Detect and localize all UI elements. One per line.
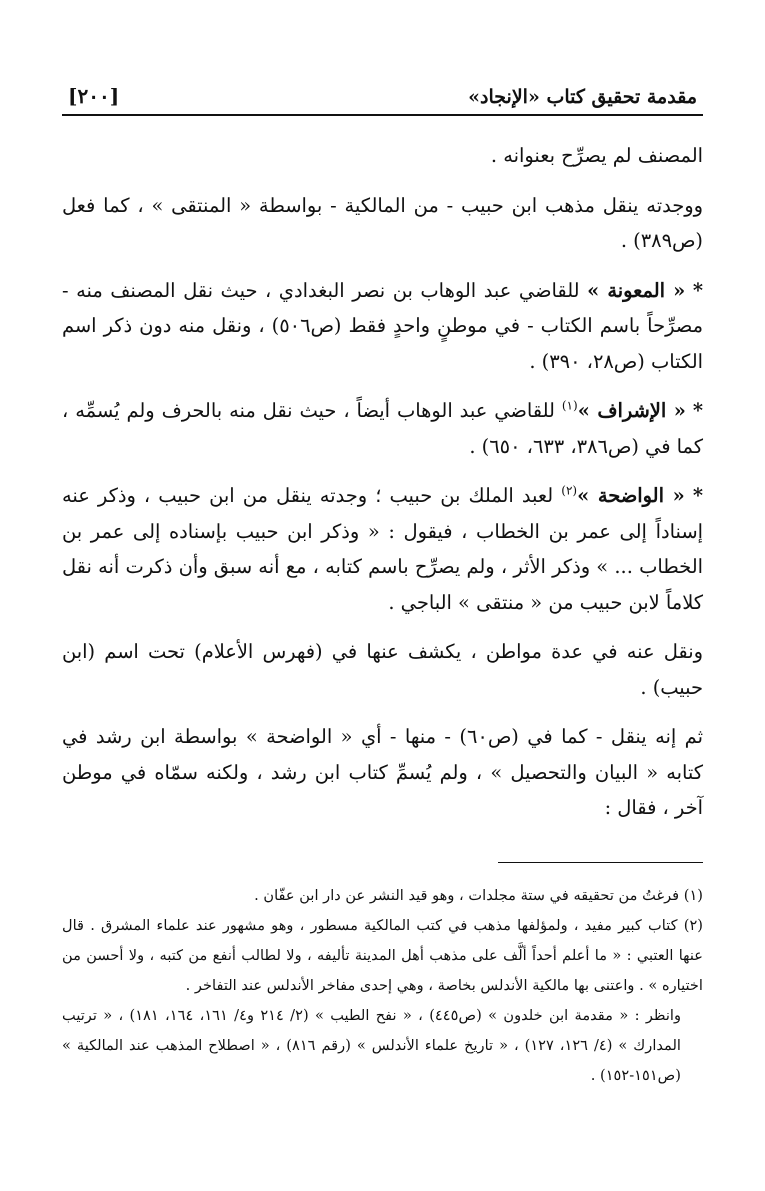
page-header <box>62 70 703 108</box>
running-title: مقدمة تحقيق كتاب «الإنجاد» <box>468 86 697 108</box>
paragraph-1: المصنف لم يصرِّح بعنوانه . <box>490 144 703 167</box>
entry-star: * <box>692 278 703 302</box>
entry-al-maouna <box>62 273 703 380</box>
entry-title: « الواضحة » <box>577 484 685 507</box>
entry-star: * <box>692 399 703 422</box>
footnote-ref-2[interactable]: (٢) <box>561 483 578 498</box>
entry-text: للقاضي عبد الوهاب أيضاً ، حيث نقل منه بالحرف ولم يُسمِّه ، كما في (ص٣٨٦، ٦٣٣، ٦٥٠) . <box>62 399 703 458</box>
footnotes <box>62 881 703 1091</box>
entry-title: « المعونة » <box>587 278 686 302</box>
page-number: [٢٠٠] <box>68 84 120 108</box>
entry-al-wadiha <box>62 478 703 620</box>
entry-text: لعبد الملك بن حبيب ؛ وجدته ينقل من ابن حبيب ، وذكر عنه إسناداً إلى عمر بن الخطاب ، فيقول : « وذكر ابن حبيب بإسناده إلى عمر بن الخطاب ... » وذكر الأثر ، ولم يصرِّح باسم كتابه ، مع أنه سبق وأن ذكرت أنه نقل كلاماً لابن حبيب من « منتقى » الباجي . <box>62 484 703 614</box>
main-text <box>62 138 703 826</box>
footnote-ref-1[interactable]: (١) <box>561 398 578 413</box>
paragraph-6: ونقل عنه في عدة مواطن ، يكشف عنها في (فهرس الأعلام) تحت اسم (ابن حبيب) . <box>62 640 703 699</box>
paragraph-2: ووجدته ينقل مذهب ابن حبيب - من المالكية - بواسطة « المنتقى » ، كما فعل (ص٣٨٩) . <box>62 193 703 252</box>
entry-al-ishraf <box>62 393 703 464</box>
footnote-separator <box>498 862 703 863</box>
footnote-2: (٢) كتاب كبير مفيد ، ولمؤلفها مذهب في كتب المالكية مسطور ، وهو مشهور عند علماء المشرق . قال عنها العتبي : « ما أعلم أحداً ألَّف على مذهب أهل المدينة تأليفه ، ولا لطالب أنفع من كتبه ، ولا أحسن من اختياره » . واعتنى بها مالكية الأندلس بخاصة ، وهي إحدى مفاخر الأندلس عند التفاخر . <box>62 916 703 994</box>
entry-text: للقاضي عبد الوهاب بن نصر البغدادي ، حيث نقل المصنف منه - مصرِّحاً باسم الكتاب - في موطنٍ واحدٍ فقط (ص٥٠٦) ، ونقل منه دون ذكر اسم الكتاب (ص٢٨، ٣٩٠) . <box>62 278 703 373</box>
book-page <box>62 70 703 1151</box>
entry-title: « الإشراف » <box>577 399 686 422</box>
entry-star: * <box>692 484 703 507</box>
footnote-2-references: وانظر : « مقدمة ابن خلدون » (ص٤٤٥) ، « نفح الطيب » (٢/ ٢١٤ و٤/ ١٦١، ١٦٤، ١٨١) ، « ترتيب المدارك » (٤/ ١٢٦، ١٢٧) ، « تاريخ علماء الأندلس » (رقم ٨١٦) ، « اصطلاح المذهب عند المالكية » (ص١٥١-١٥٢) . <box>62 1006 682 1084</box>
header-rule <box>62 114 703 116</box>
footnote-1: (١) فرغتُ من تحقيقه في ستة مجلدات ، وهو قيد النشر عن دار ابن عفّان . <box>254 886 703 904</box>
paragraph-7: ثم إنه ينقل - كما في (ص٦٠) - منها - أي « الواضحة » بواسطة ابن رشد في كتابه « البيان والتحصيل » ، ولم يُسمِّ كتاب ابن رشد ، ولكنه سمّاه في موطن آخر ، فقال : <box>62 725 703 819</box>
